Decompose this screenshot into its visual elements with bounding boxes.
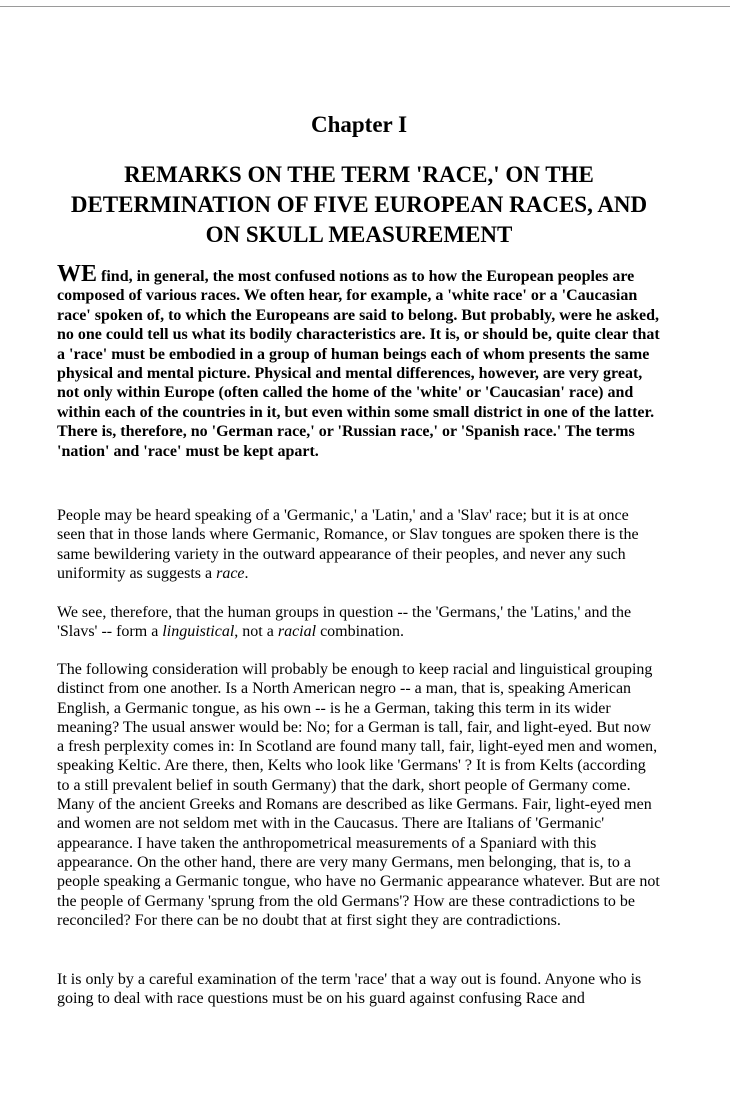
lead-paragraph: [57, 261, 661, 461]
paragraph-2-end: combination.: [316, 623, 405, 641]
paragraph-4: It is only by a careful examination of the term 'race' that a way out is found. Anyone who is going to deal with race questions must be on his guard against confusing Race and: [57, 971, 642, 1008]
paragraph-1-end: .: [244, 564, 249, 582]
paragraph-2-emphasis-1: linguistical: [162, 623, 235, 641]
dropcap: WE: [57, 261, 98, 287]
paragraph-2: [57, 603, 661, 642]
paragraph-3: The following consideration will probably be enough to keep racial and linguistical grouping distinct from one another. Is a North American negro -- a man, that is, speaking American English, a Germanic tongue, as his own -- is he a German, taking this term in its wider meaning? The usual answer would be: No; for a German is tall, fair, and light-eyed. But now a fresh perplexity comes in: In Scotland are found many tall, fair, light-eyed men and women, speaking Keltic. Are there, then, Kelts who look like 'Germans' ? It is from Kelts (according to a still prevalent belief in south Germany) that the dark, short people of Germany come. Many of the ancient Greeks and Romans are described as like Germans. Fair, light-eyed men and women are not seldom met with in the Caucasus. There are Italians of 'Germanic' appearance. I have taken the anthropometrical measurements of a Spaniard with this appearance. On the other hand, there are very many Germans, men belonging, that is, to a people speaking a Germanic tongue, who have no Germanic appearance whatever. But are not the people of Germany 'sprung from the old Germans'? How are these contradictions to be reconciled? For there can be no doubt that at first sight they are contradictions.: [57, 661, 660, 929]
chapter-label: Chapter I: [310, 112, 408, 137]
chapter-title: REMARKS ON THE TERM 'RACE,' ON THE DETERMINATION OF FIVE EUROPEAN RACES, AND ON SKULL MEASUREMENT: [70, 162, 648, 247]
paragraph-1-text: People may be heard speaking of a 'Germanic,' a 'Latin,' and a 'Slav' race; but it is at once seen that in those lands where Germanic, Romance, or Slav tongues are spoken there is the same bewildering variety in the outward appearance of their peoples, and never any such uniformity as suggests a: [57, 507, 639, 582]
paragraph-2-emphasis-2: racial: [277, 623, 317, 641]
paragraph-1-emphasis: race: [216, 564, 245, 582]
lead-paragraph-text: find, in general, the most confused notions as to how the European peoples are composed of various races. We often hear, for example, a 'white race' or a 'Caucasian race' spoken of, to which the Europeans are said to belong. But probably, were he asked, no one could tell us what its bodily characteristics are. It is, or should be, quite clear that a 'race' must be embodied in a group of human beings each of whom presents the same physical and mental picture. Physical and mental differences, however, are very great, not only within Europe (often called the home of the 'white' or 'Caucasian' race) and within each of the countries in it, but even within some small district in one of the latter. There is, therefore, no 'German race,' or 'Russian race,' or 'Spanish race.' The terms 'nation' and 'race' must be kept apart.: [57, 268, 660, 460]
paragraph-1: [57, 506, 661, 583]
paragraph-2-mid: , not a: [234, 623, 278, 641]
paragraph-2-text: We see, therefore, that the human groups in question -- the 'Germans,' the 'Latins,' and the 'Slavs' -- form a: [57, 604, 632, 641]
top-rule: [0, 6, 730, 7]
